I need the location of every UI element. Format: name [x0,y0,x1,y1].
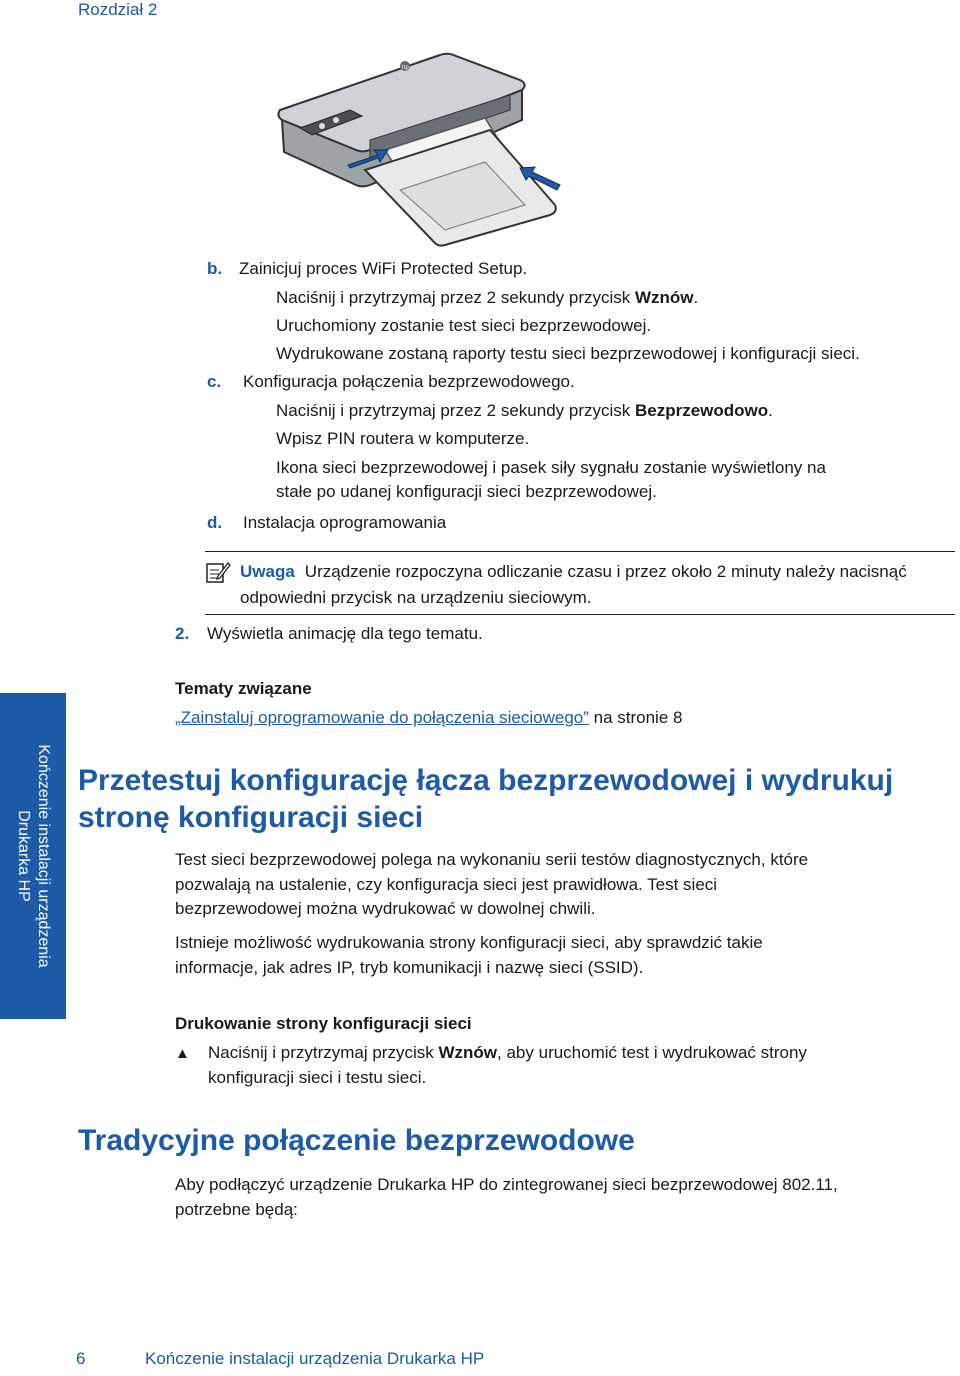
related-topic-link[interactable] [175,708,682,728]
paragraph-line: potrzebne będą: [175,1199,298,1219]
step-b-line3: Wydrukowane zostaną raporty testu sieci bezprzewodowej i konfiguracji sieci. [276,344,860,363]
step-text: Wyświetla animację dla tego tematu. [207,624,483,643]
section-title-test [78,762,893,836]
bullet-print-config [175,1041,935,1090]
side-tab-label [13,744,53,967]
related-page-ref: na stronie 8 [588,708,683,727]
note-top-rule [205,551,955,552]
step-text: . [693,288,699,307]
note-bottom-rule [205,614,955,615]
step-text: Konfiguracja połączenia bezprzewodowego. [243,372,575,391]
paragraph-line: pozwalają na ustalenie, czy konfiguracja sieci jest prawidłowa. Test sieci [175,874,718,894]
paragraph-line: bezprzewodowej można wydrukować w dowolnej chwili. [175,899,596,918]
step-text: Naciśnij i przytrzymaj przez 2 sekundy przycisk [276,401,635,420]
page-number: 6 [76,1349,86,1368]
paragraph-line: informacje, jak adres IP, tryb komunikacji i nazwę sieci (SSID). [175,957,644,977]
paragraph-config-info [175,931,763,980]
resume-button-label: Wznów [634,288,694,307]
printer-illustration [270,40,570,250]
note-body: Urządzenie rozpoczyna odliczanie czasu i przez około 2 minuty należy nacisnąć odpowiedni przycisk na urządzeniu sieciowym. [240,562,907,607]
step-c-line3: Ikona sieci bezprzewodowej i pasek siły sygnału zostanie wyświetlony na [276,458,826,477]
bullet-text: , aby uruchomić test i wydrukować strony [497,1043,807,1062]
note-icon [205,560,231,584]
related-link-text[interactable]: „Zainstaluj oprogramowanie do połączenia sieciowego” [175,708,589,727]
wireless-button-label: Bezprzewodowo [634,401,769,420]
triangle-bullet-icon: ▲ [175,1045,190,1062]
note-label: Uwaga [240,562,295,581]
side-tab-line: Kończenie instalacji urządzenia [35,744,52,968]
step-b-line2: Uruchomiony zostanie test sieci bezprzewodowej. [276,316,652,335]
step-letter-c: c. [207,372,222,391]
paragraph-test-intro [175,848,808,922]
step-2 [175,623,483,645]
bullet-text: Naciśnij i przytrzymaj przycisk [208,1043,439,1062]
paragraph-line: Aby podłączyć urządzenie Drukarka HP do zintegrowanej sieci bezprzewodowej 802.11, [175,1175,838,1194]
hp-logo: hp [402,65,409,71]
paragraph-wireless-intro [175,1173,838,1222]
step-text: . [768,401,773,420]
bullet-text-line2: konfiguracji sieci i testu sieci. [208,1067,427,1087]
section-title-line: stronę konfiguracji sieci [78,801,424,834]
related-topics-heading: Tematy związane [175,679,312,698]
running-header: Rozdział 2 [78,0,158,19]
step-c-line1 [276,400,773,422]
section-title-wireless: Tradycyjne połączenie bezprzewodowe [78,1124,635,1157]
step-b [207,258,527,280]
step-b-line1 [276,287,698,309]
footer-title: Kończenie instalacji urządzenia Drukarka HP [145,1349,485,1368]
step-d [207,512,446,534]
side-tab-line: Drukarka HP [15,810,32,902]
step-letter-b: b. [207,259,223,278]
resume-button-label: Wznów [438,1043,498,1062]
step-c-line4: stałe po udanej konfiguracji sieci bezprzewodowej. [276,482,657,501]
step-c-line2: Wpisz PIN routera w komputerze. [276,429,530,448]
step-letter-d: d. [207,513,223,532]
subheading-print-config: Drukowanie strony konfiguracji sieci [175,1014,472,1033]
note-text [240,559,955,611]
step-text: Zainicjuj proces WiFi Protected Setup. [239,259,528,278]
step-number-2: 2. [175,624,190,643]
paragraph-line: Test sieci bezprzewodowej polega na wykonaniu serii testów diagnostycznych, które [175,850,809,869]
step-text: Instalacja oprogramowania [243,513,447,532]
paragraph-line: Istnieje możliwość wydrukowania strony konfiguracji sieci, aby sprawdzić takie [175,933,763,952]
step-text: Naciśnij i przytrzymaj przez 2 sekundy przycisk [276,288,635,307]
section-title-line: Przetestuj konfigurację łącza bezprzewodowej i wydrukuj [78,764,894,797]
step-c [207,371,575,393]
chapter-side-tab [0,693,66,1019]
